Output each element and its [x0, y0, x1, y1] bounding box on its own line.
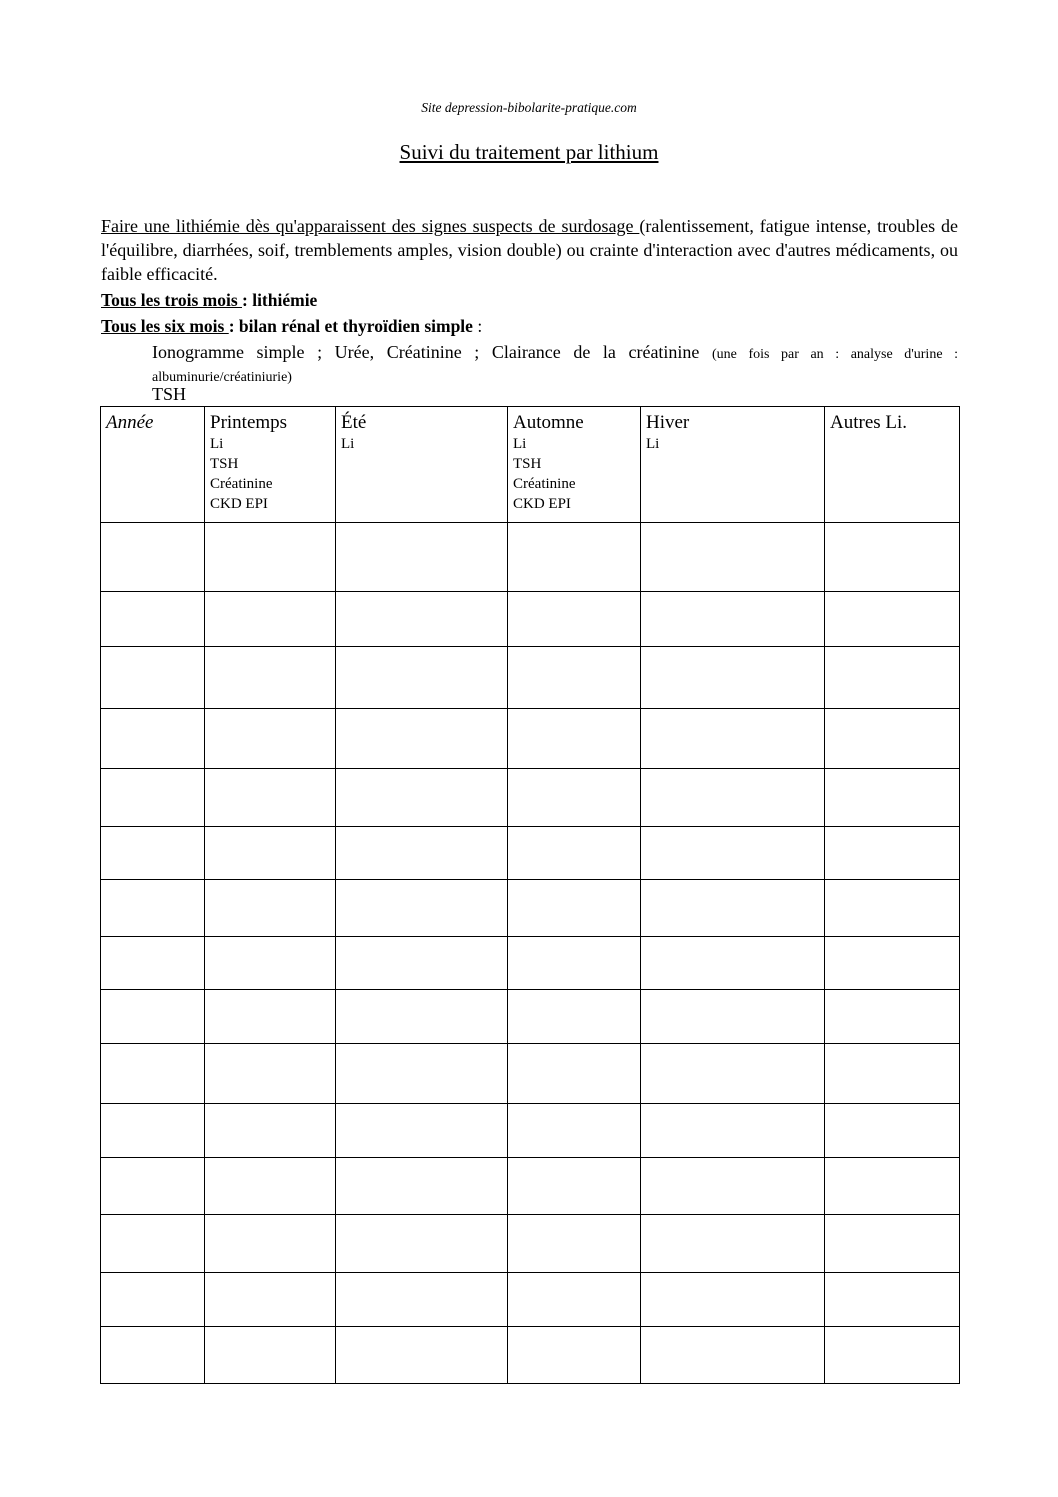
entry-cell[interactable]	[336, 592, 508, 647]
entry-cell[interactable]	[101, 647, 205, 709]
entry-cell[interactable]	[508, 647, 641, 709]
entry-cell[interactable]	[336, 880, 508, 937]
entry-cell[interactable]	[825, 1104, 960, 1158]
table-row	[101, 1273, 960, 1327]
entry-cell[interactable]	[825, 937, 960, 990]
entry-cell[interactable]	[508, 523, 641, 592]
table-row	[101, 880, 960, 937]
entry-cell[interactable]	[336, 990, 508, 1044]
table-row	[101, 1327, 960, 1384]
entry-cell[interactable]	[641, 937, 825, 990]
entry-cell[interactable]	[336, 1044, 508, 1104]
entry-cell[interactable]	[101, 827, 205, 880]
entry-cell[interactable]	[205, 523, 336, 592]
entry-cell[interactable]	[101, 523, 205, 592]
entry-cell[interactable]	[641, 1273, 825, 1327]
entry-cell[interactable]	[641, 769, 825, 827]
column-title: Hiver	[646, 412, 690, 433]
six-months-details	[152, 342, 958, 388]
entry-cell[interactable]	[101, 769, 205, 827]
six-months-tsh: TSH	[152, 384, 187, 404]
entry-cell[interactable]	[508, 769, 641, 827]
entry-cell[interactable]	[508, 709, 641, 769]
entry-cell[interactable]	[205, 1044, 336, 1104]
table-row	[101, 647, 960, 709]
entry-cell[interactable]	[641, 709, 825, 769]
entry-cell[interactable]	[825, 769, 960, 827]
column-title: Autres Li.	[830, 412, 908, 433]
entry-cell[interactable]	[205, 880, 336, 937]
table-row	[101, 1215, 960, 1273]
entry-cell[interactable]	[825, 827, 960, 880]
header-cell	[508, 407, 641, 523]
column-exam-item: Li	[210, 436, 224, 452]
header-cell	[641, 407, 825, 523]
three-months-value: : lithiémie	[242, 290, 318, 310]
entry-cell[interactable]	[336, 1215, 508, 1273]
entry-cell[interactable]	[101, 1327, 205, 1384]
entry-cell[interactable]	[336, 709, 508, 769]
entry-cell[interactable]	[825, 592, 960, 647]
entry-cell[interactable]	[336, 1158, 508, 1215]
entry-cell[interactable]	[825, 990, 960, 1044]
entry-cell[interactable]	[508, 880, 641, 937]
entry-cell[interactable]	[641, 592, 825, 647]
three-months-line	[101, 290, 317, 311]
entry-cell[interactable]	[336, 1327, 508, 1384]
entry-cell[interactable]	[641, 880, 825, 937]
entry-cell[interactable]	[641, 1158, 825, 1215]
entry-cell[interactable]	[101, 709, 205, 769]
header-cell	[101, 407, 205, 523]
entry-cell[interactable]	[508, 1104, 641, 1158]
entry-cell[interactable]	[205, 827, 336, 880]
table-row	[101, 709, 960, 769]
entry-cell[interactable]	[825, 1327, 960, 1384]
entry-cell[interactable]	[508, 990, 641, 1044]
followup-table	[100, 406, 960, 1384]
six-months-value: : bilan rénal et thyroïdien simple	[228, 316, 473, 336]
intro-underlined: Faire une lithiémie dès qu'apparaissent des signes suspects de surdosage	[101, 216, 640, 236]
header-cell	[336, 407, 508, 523]
intro-rest: (ralentissement, fatigue intense, troubles de l'équilibre, diarrhées, soif, tremblements amples, vision double) ou crainte d'interaction avec d'autres médicaments, ou faible efficacité.	[101, 216, 958, 284]
entry-cell[interactable]	[508, 1158, 641, 1215]
entry-cell[interactable]	[205, 1158, 336, 1215]
column-exam-item: TSH	[210, 456, 239, 472]
column-exam-item: Li	[646, 436, 660, 452]
three-months-label: Tous les trois mois	[101, 290, 242, 310]
column-exam-item: Créatinine	[210, 476, 273, 492]
entry-cell[interactable]	[641, 827, 825, 880]
entry-cell[interactable]	[101, 1158, 205, 1215]
entry-cell[interactable]	[205, 1215, 336, 1273]
table-row	[101, 1044, 960, 1104]
entry-cell[interactable]	[205, 592, 336, 647]
entry-cell[interactable]	[205, 1104, 336, 1158]
entry-cell[interactable]	[205, 937, 336, 990]
entry-cell[interactable]	[825, 1215, 960, 1273]
entry-cell[interactable]	[825, 1044, 960, 1104]
entry-cell[interactable]	[508, 1044, 641, 1104]
six-months-line	[101, 316, 482, 337]
entry-cell[interactable]	[641, 1104, 825, 1158]
column-exam-item: CKD EPI	[210, 496, 268, 512]
column-exam-item: Créatinine	[513, 476, 576, 492]
entry-cell[interactable]	[101, 1215, 205, 1273]
entry-cell[interactable]	[825, 1273, 960, 1327]
entry-cell[interactable]	[101, 990, 205, 1044]
entry-cell[interactable]	[336, 523, 508, 592]
header-row	[101, 407, 960, 523]
entry-cell[interactable]	[508, 1327, 641, 1384]
entry-cell[interactable]	[825, 523, 960, 592]
entry-cell[interactable]	[336, 1104, 508, 1158]
entry-cell[interactable]	[205, 1327, 336, 1384]
entry-cell[interactable]	[101, 1273, 205, 1327]
header-cell	[825, 407, 960, 523]
entry-cell[interactable]	[336, 827, 508, 880]
entry-cell[interactable]	[205, 990, 336, 1044]
column-title: Année	[106, 412, 154, 433]
entry-cell[interactable]	[641, 523, 825, 592]
entry-cell[interactable]	[508, 592, 641, 647]
table-row	[101, 1158, 960, 1215]
table-row	[101, 937, 960, 990]
column-exam-item: Li	[513, 436, 527, 452]
column-exam-item: Li	[341, 436, 355, 452]
entry-cell[interactable]	[336, 769, 508, 827]
six-months-label: Tous les six mois	[101, 316, 229, 336]
entry-cell[interactable]	[508, 827, 641, 880]
entry-cell[interactable]	[205, 769, 336, 827]
entry-cell[interactable]	[641, 1215, 825, 1273]
entry-cell[interactable]	[205, 709, 336, 769]
entry-cell[interactable]	[825, 880, 960, 937]
header-cell	[205, 407, 336, 523]
intro-paragraph	[101, 214, 958, 286]
column-exam-item: TSH	[513, 456, 542, 472]
six-months-tests: Ionogramme simple ; Urée, Créatinine ; Clairance de la créatinine	[152, 342, 712, 362]
table-row	[101, 523, 960, 592]
column-title: Automne	[513, 412, 584, 433]
entry-cell[interactable]	[336, 1273, 508, 1327]
entry-cell[interactable]	[101, 1044, 205, 1104]
entry-cell[interactable]	[101, 880, 205, 937]
table-row	[101, 990, 960, 1044]
site-name: Site depression-bibolarite-pratique.com	[421, 100, 637, 115]
table-row	[101, 1104, 960, 1158]
entry-cell[interactable]	[336, 647, 508, 709]
entry-cell[interactable]	[641, 1044, 825, 1104]
entry-cell[interactable]	[508, 1215, 641, 1273]
table-row	[101, 769, 960, 827]
entry-cell[interactable]	[101, 592, 205, 647]
entry-cell[interactable]	[641, 990, 825, 1044]
entry-cell[interactable]	[508, 1273, 641, 1327]
entry-cell[interactable]	[641, 647, 825, 709]
table-row	[101, 592, 960, 647]
column-exam-item: CKD EPI	[513, 496, 571, 512]
entry-cell[interactable]	[825, 647, 960, 709]
entry-cell[interactable]	[825, 709, 960, 769]
table-row	[101, 827, 960, 880]
entry-cell[interactable]	[641, 1327, 825, 1384]
entry-cell[interactable]	[205, 1273, 336, 1327]
entry-cell[interactable]	[336, 937, 508, 990]
column-title: Printemps	[210, 412, 288, 433]
entry-cell[interactable]	[101, 937, 205, 990]
six-months-colon: :	[472, 316, 483, 336]
page-title-wrap	[0, 140, 1058, 165]
page-title: Suivi du traitement par lithium	[399, 140, 659, 164]
entry-cell[interactable]	[205, 647, 336, 709]
six-months-urine-note: (une fois par an : analyse d'urine : albuminurie/créatiniurie)	[152, 347, 958, 385]
entry-cell[interactable]	[825, 1158, 960, 1215]
entry-cell[interactable]	[508, 937, 641, 990]
column-title: Été	[341, 412, 367, 433]
entry-cell[interactable]	[101, 1104, 205, 1158]
